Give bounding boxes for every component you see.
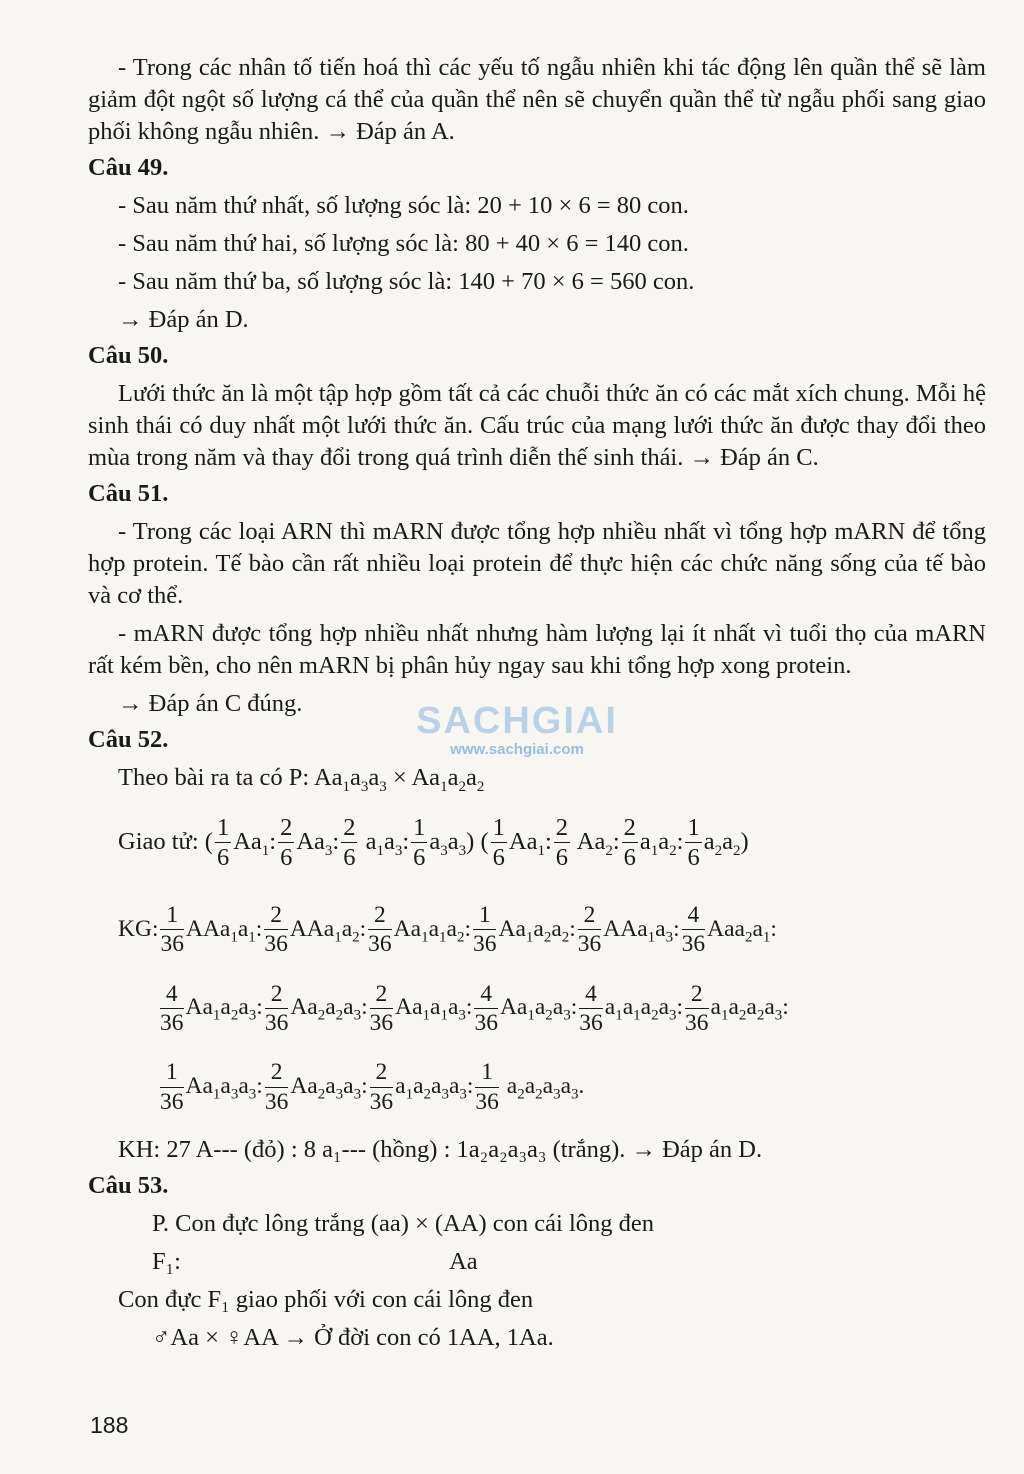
q49-line-1: - Sau năm thứ nhất, số lượng sóc là: 20 + 10 × 6 = 80 con. — [118, 192, 689, 219]
q49-line-2: - Sau năm thứ hai, số lượng sóc là: 80 + 40 × 6 = 140 con. — [118, 230, 689, 257]
q51-para-2: - mARN được tổng hợp nhiều nhất nhưng hàm lượng lại ít nhất vì tuổi thọ của mARN rất kém bền, cho nên mARN bị phân hủy ngay sau khi tổng hợp xong protein. — [88, 620, 986, 679]
q52-gametes: Giao tử: ( $\frac{1}{6}$ $Aa_1$: $\frac{2}{6}$ $Aa_3$: $\frac{2}{6}$ $a_1a_3$: $\frac{1}{6}$ $a_3a_3$) ( $\frac{1}{6}$ $Aa_1$: $\frac{2}{6}$ $Aa_2$: $\frac{2}{6}$ $a_1a_2$: $\frac{1}{6}$ $a_2a_2$) — [118, 813, 749, 872]
q53-parents: P. Con đực lông trắng (aa) × (AA) con cái lông đen — [152, 1209, 654, 1237]
watermark-logo: SACHGIAI — [416, 700, 618, 742]
q53-line-3: Con đực F₁ giao phối với con cái lông đen — [118, 1285, 534, 1313]
q48-conclusion: - Trong các nhân tố tiến hoá thì các yếu tố ngẫu nhiên khi tác động lên quần thể sẽ làm giảm đột ngột số lượng cá thể của quần thể nên sẽ chuyển quần thể từ ngẫu phối sang giao phối không ngẫu nhiên. → Đáp án A. — [88, 54, 986, 145]
q52-parents: Theo bài ra ta có P: $Aa_1a_3a_3 \times Aa_1a_2a_2$ — [118, 764, 485, 795]
watermark — [412, 700, 622, 758]
q49-title: Câu 49. — [88, 154, 169, 181]
q53-f1 — [88, 1246, 986, 1278]
q49-line-3: - Sau năm thứ ba, số lượng sóc là: 140 + 70 × 6 = 560 con. — [118, 268, 695, 295]
q52-intro: Theo bài ra ta có P: — [118, 764, 310, 791]
page-number: 188 — [90, 1412, 129, 1438]
watermark-url: www.sachgiai.com — [450, 741, 584, 758]
q51-title: Câu 51. — [88, 480, 169, 507]
q53-f1-value: Aa — [449, 1247, 478, 1275]
q50-title: Câu 50. — [88, 342, 169, 369]
q49-answer: → Đáp án D. — [118, 306, 249, 333]
q51-para-1: - Trong các loại ARN thì mARN được tổng hợp nhiều nhất vì tổng hợp mARN để tổng hợp protein. Tế bào cần rất nhiều loại protein để thực hiện các chức năng sống của tế bào và cơ thể. — [88, 518, 986, 609]
q52-title: Câu 52. — [88, 726, 169, 753]
q51-answer: → Đáp án C đúng. — [118, 690, 303, 717]
q53-title: Câu 53. — [88, 1171, 169, 1199]
q52-gamete-label: Giao tử: — [118, 827, 199, 855]
q52-genotypes-3: $\frac{1}{36}$ $Aa_1a_3a_3$: $\frac{2}{36}$ $Aa_2a_3a_3$: $\frac{2}{36}$ $a_1a_2a_3a_3$: $\frac{1}{36}$ $a_2a_2a_3a_3$. — [160, 1059, 585, 1115]
q53-f1-label: F₁: — [152, 1247, 181, 1275]
q50-text: Lưới thức ăn là một tập hợp gồm tất cả các chuỗi thức ăn có các mắt xích chung. Mỗi hệ sinh thái có duy nhất một lưới thức ăn. Cấu trúc của mạng lưới thức ăn được thay đổi theo mùa trong năm và thay đổi trong quá trình diễn thế sinh thái. → Đáp án C. — [88, 380, 986, 471]
q52-phenotypes: KH: 27 A--- (đỏ) : 8 a₁--- (hồng) : 1a₂a₂a₃a₃ (trắng). → Đáp án D. — [118, 1135, 763, 1163]
q53-line-4: ♂Aa × ♀AA → Ở đời con có 1AA, 1Aa. — [152, 1323, 554, 1351]
q52-kg-label: KG: — [118, 915, 159, 942]
q52-genotypes-1: KG: $\frac{1}{36}$ $AAa_1a_1$: $\frac{2}{36}$ $AAa_1a_2$: $\frac{2}{36}$ $Aa_1a_1a_2$: $\frac{1}{36}$ $Aa_1a_2a_2$: $\frac{2}{36}$ $AAa_1a_3$: $\frac{4}{36}$ $Aaa_2a_1$: — [118, 901, 777, 958]
q52-genotypes-2: $\frac{4}{36}$ $Aa_1a_2a_3$: $\frac{2}{36}$ $Aa_2a_2a_3$: $\frac{2}{36}$ $Aa_1a_1a_3$: $\frac{4}{36}$ $Aa_1a_2a_3$: $\frac{4}{36}$ $a_1a_1a_2a_3$: $\frac{2}{36}$ $a_1a_2a_2a_3$: — [160, 980, 789, 1037]
